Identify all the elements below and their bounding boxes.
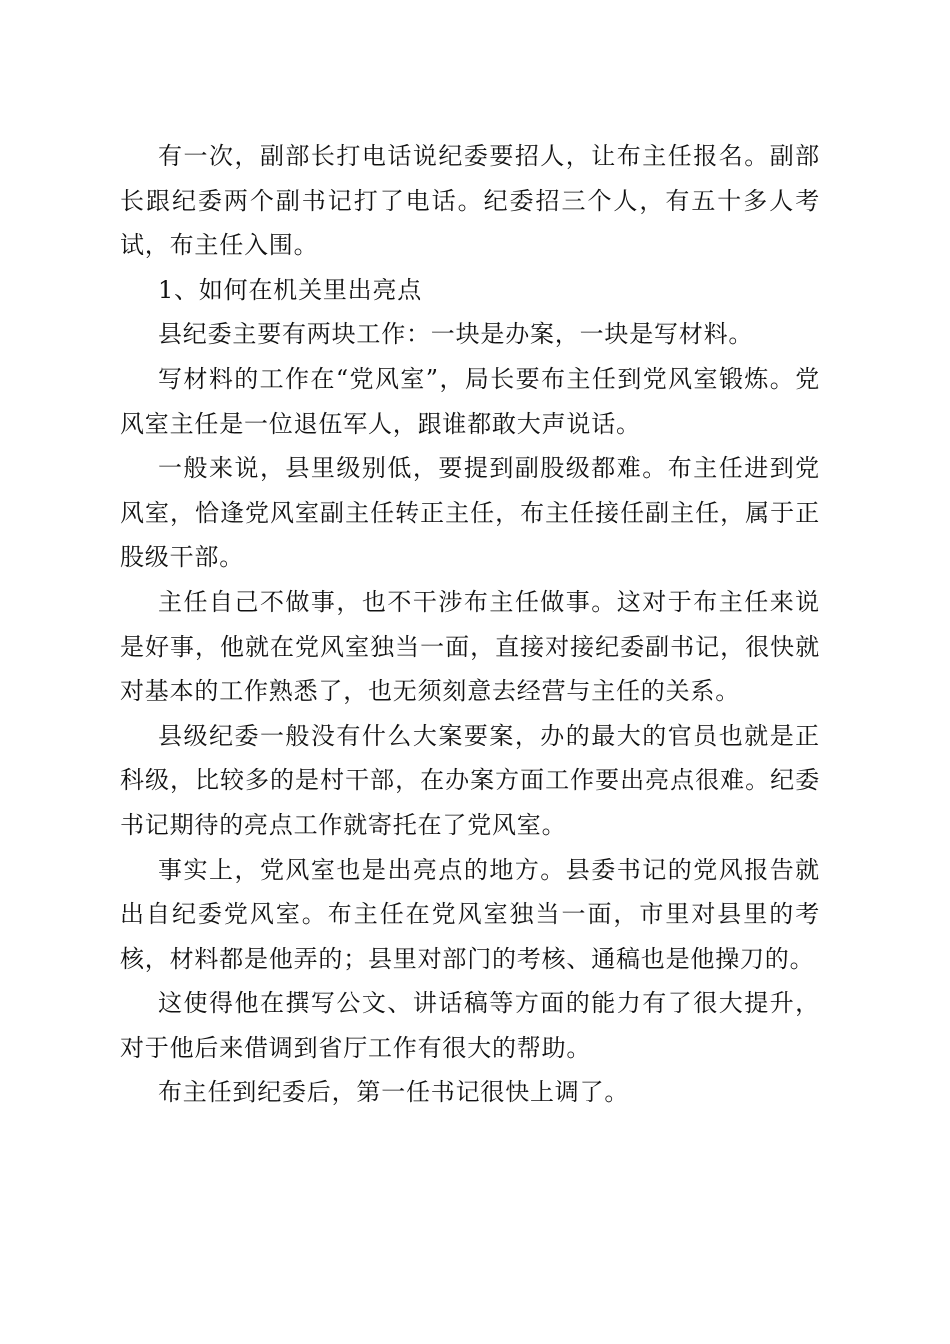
paragraph-6: 县级纪委一般没有什么大案要案，办的最大的官员也就是正科级，比较多的是村干部，在办案方面工作要出亮点很难。纪委书记期待的亮点工作就寄托在了党风室。	[120, 721, 820, 839]
paragraph-5: 主任自己不做事，也不干涉布主任做事。这对于布主任来说是好事，他就在党风室独当一面，直接对接纪委副书记，很快就对基本的工作熟悉了，也无须刻意去经营与主任的关系。	[120, 587, 820, 706]
paragraph-4: 一般来说，县里级别低，要提到副股级都难。布主任进到党风室，恰逢党风室副主任转正主任，布主任接任副主任，属于正股级干部。	[120, 454, 820, 572]
paragraph-7: 事实上，党风室也是出亮点的地方。县委书记的党风报告就出自纪委党风室。布主任在党风室独当一面，市里对县里的考核，材料都是他弄的；县里对部门的考核、通稿也是他操刀的。	[120, 855, 820, 973]
paragraph-8: 这使得他在撰写公文、讲话稿等方面的能力有了很大提升，对于他后来借调到省厅工作有很大的帮助。	[120, 989, 820, 1062]
paragraph-2: 县纪委主要有两块工作：一块是办案，一块是写材料。	[158, 320, 754, 349]
document-body	[120, 134, 820, 1115]
section-heading: 1、如何在机关里出亮点	[158, 275, 423, 304]
paragraph-1: 有一次，副部长打电话说纪委要招人，让布主任报名。副部长跟纪委两个副书记打了电话。纪委招三个人，有五十多人考试，布主任入围。	[120, 142, 820, 260]
paragraph-3: 写材料的工作在“党风室”，局长要布主任到党风室锻炼。党风室主任是一位退伍军人，跟谁都敢大声说话。	[120, 364, 820, 438]
paragraph-9: 布主任到纪委后，第一任书记很快上调了。	[158, 1078, 630, 1107]
